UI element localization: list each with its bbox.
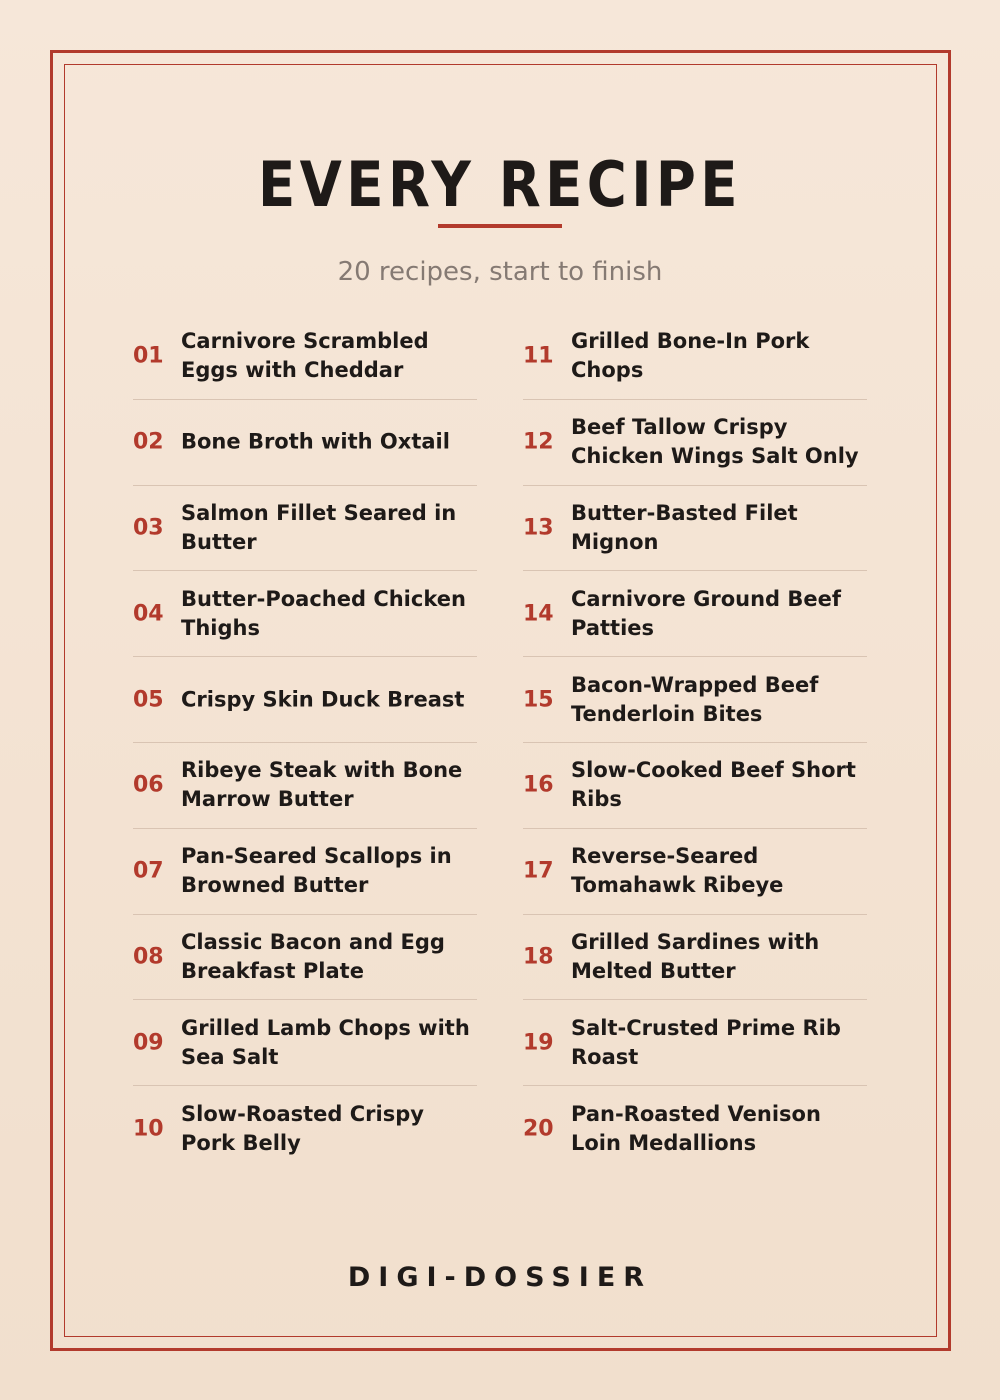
recipe-item [523, 313, 867, 399]
recipe-number: 20 [523, 1116, 554, 1142]
recipe-item [523, 1085, 867, 1171]
recipe-item [523, 570, 867, 656]
recipe-name: Pan-Roasted Venison Loin Medallions [571, 1101, 821, 1155]
recipe-item [133, 656, 477, 742]
recipe-list-left [133, 313, 477, 1171]
recipe-name: Slow-Cooked Beef Short Ribs [571, 758, 856, 812]
recipe-name: Grilled Bone-In Pork Chops [571, 328, 810, 382]
recipe-item [523, 656, 867, 742]
title-underline [438, 224, 562, 228]
recipe-name: Bone Broth with Oxtail [181, 429, 450, 454]
recipe-name: Butter-Poached Chicken Thighs [181, 586, 466, 640]
recipe-item [523, 742, 867, 828]
recipe-name: Classic Bacon and Egg Breakfast Plate [181, 929, 445, 983]
recipe-item [133, 742, 477, 828]
recipe-number: 04 [133, 601, 164, 627]
recipe-name: Carnivore Scrambled Eggs with Cheddar [181, 328, 429, 382]
recipe-name: Pan-Seared Scallops in Browned Butter [181, 844, 452, 898]
recipe-number: 02 [133, 429, 164, 455]
recipe-item [133, 399, 477, 485]
recipe-number: 01 [133, 343, 164, 369]
recipe-name: Bacon-Wrapped Beef Tenderloin Bites [571, 672, 819, 726]
recipe-item [523, 399, 867, 485]
recipe-number: 16 [523, 772, 554, 798]
brand-wordmark: DIGI-DOSSIER [347, 1262, 653, 1293]
recipe-item [523, 999, 867, 1085]
page-title: EVERY RECIPE [258, 148, 742, 221]
recipe-number: 13 [523, 515, 554, 541]
recipe-number: 12 [523, 429, 554, 455]
recipe-item [133, 914, 477, 1000]
recipe-number: 18 [523, 944, 554, 970]
recipe-item [523, 914, 867, 1000]
recipe-name: Beef Tallow Crispy Chicken Wings Salt Only [571, 415, 859, 469]
recipe-list-right [523, 313, 867, 1171]
recipe-item [133, 313, 477, 399]
recipe-name: Ribeye Steak with Bone Marrow Butter [181, 758, 463, 812]
recipe-name: Butter-Basted Filet Mignon [571, 500, 798, 554]
recipe-number: 10 [133, 1116, 164, 1142]
recipe-number: 03 [133, 515, 164, 541]
recipe-number: 06 [133, 772, 164, 798]
recipe-item [523, 485, 867, 571]
page-subtitle: 20 recipes, start to finish [337, 257, 663, 287]
recipe-number: 05 [133, 687, 164, 713]
recipe-name: Salmon Fillet Seared in Butter [181, 500, 457, 554]
recipe-name: Carnivore Ground Beef Patties [571, 586, 842, 640]
recipe-number: 15 [523, 687, 554, 713]
recipe-item [133, 828, 477, 914]
recipe-name: Crispy Skin Duck Breast [181, 687, 465, 712]
recipe-item [133, 570, 477, 656]
recipe-number: 19 [523, 1030, 554, 1056]
recipe-number: 17 [523, 858, 554, 884]
recipe-name: Salt-Crusted Prime Rib Roast [571, 1015, 841, 1069]
recipe-name: Grilled Sardines with Melted Butter [571, 929, 820, 983]
recipe-number: 09 [133, 1030, 164, 1056]
recipe-number: 14 [523, 601, 554, 627]
recipe-name: Slow-Roasted Crispy Pork Belly [181, 1101, 424, 1155]
recipe-item [523, 828, 867, 914]
recipe-item [133, 1085, 477, 1171]
recipe-name: Reverse-Seared Tomahawk Ribeye [571, 844, 784, 898]
recipe-number: 07 [133, 858, 164, 884]
recipe-number: 08 [133, 944, 164, 970]
recipe-item [133, 485, 477, 571]
recipe-item [133, 999, 477, 1085]
recipe-number: 11 [523, 343, 554, 369]
recipe-name: Grilled Lamb Chops with Sea Salt [181, 1015, 470, 1069]
